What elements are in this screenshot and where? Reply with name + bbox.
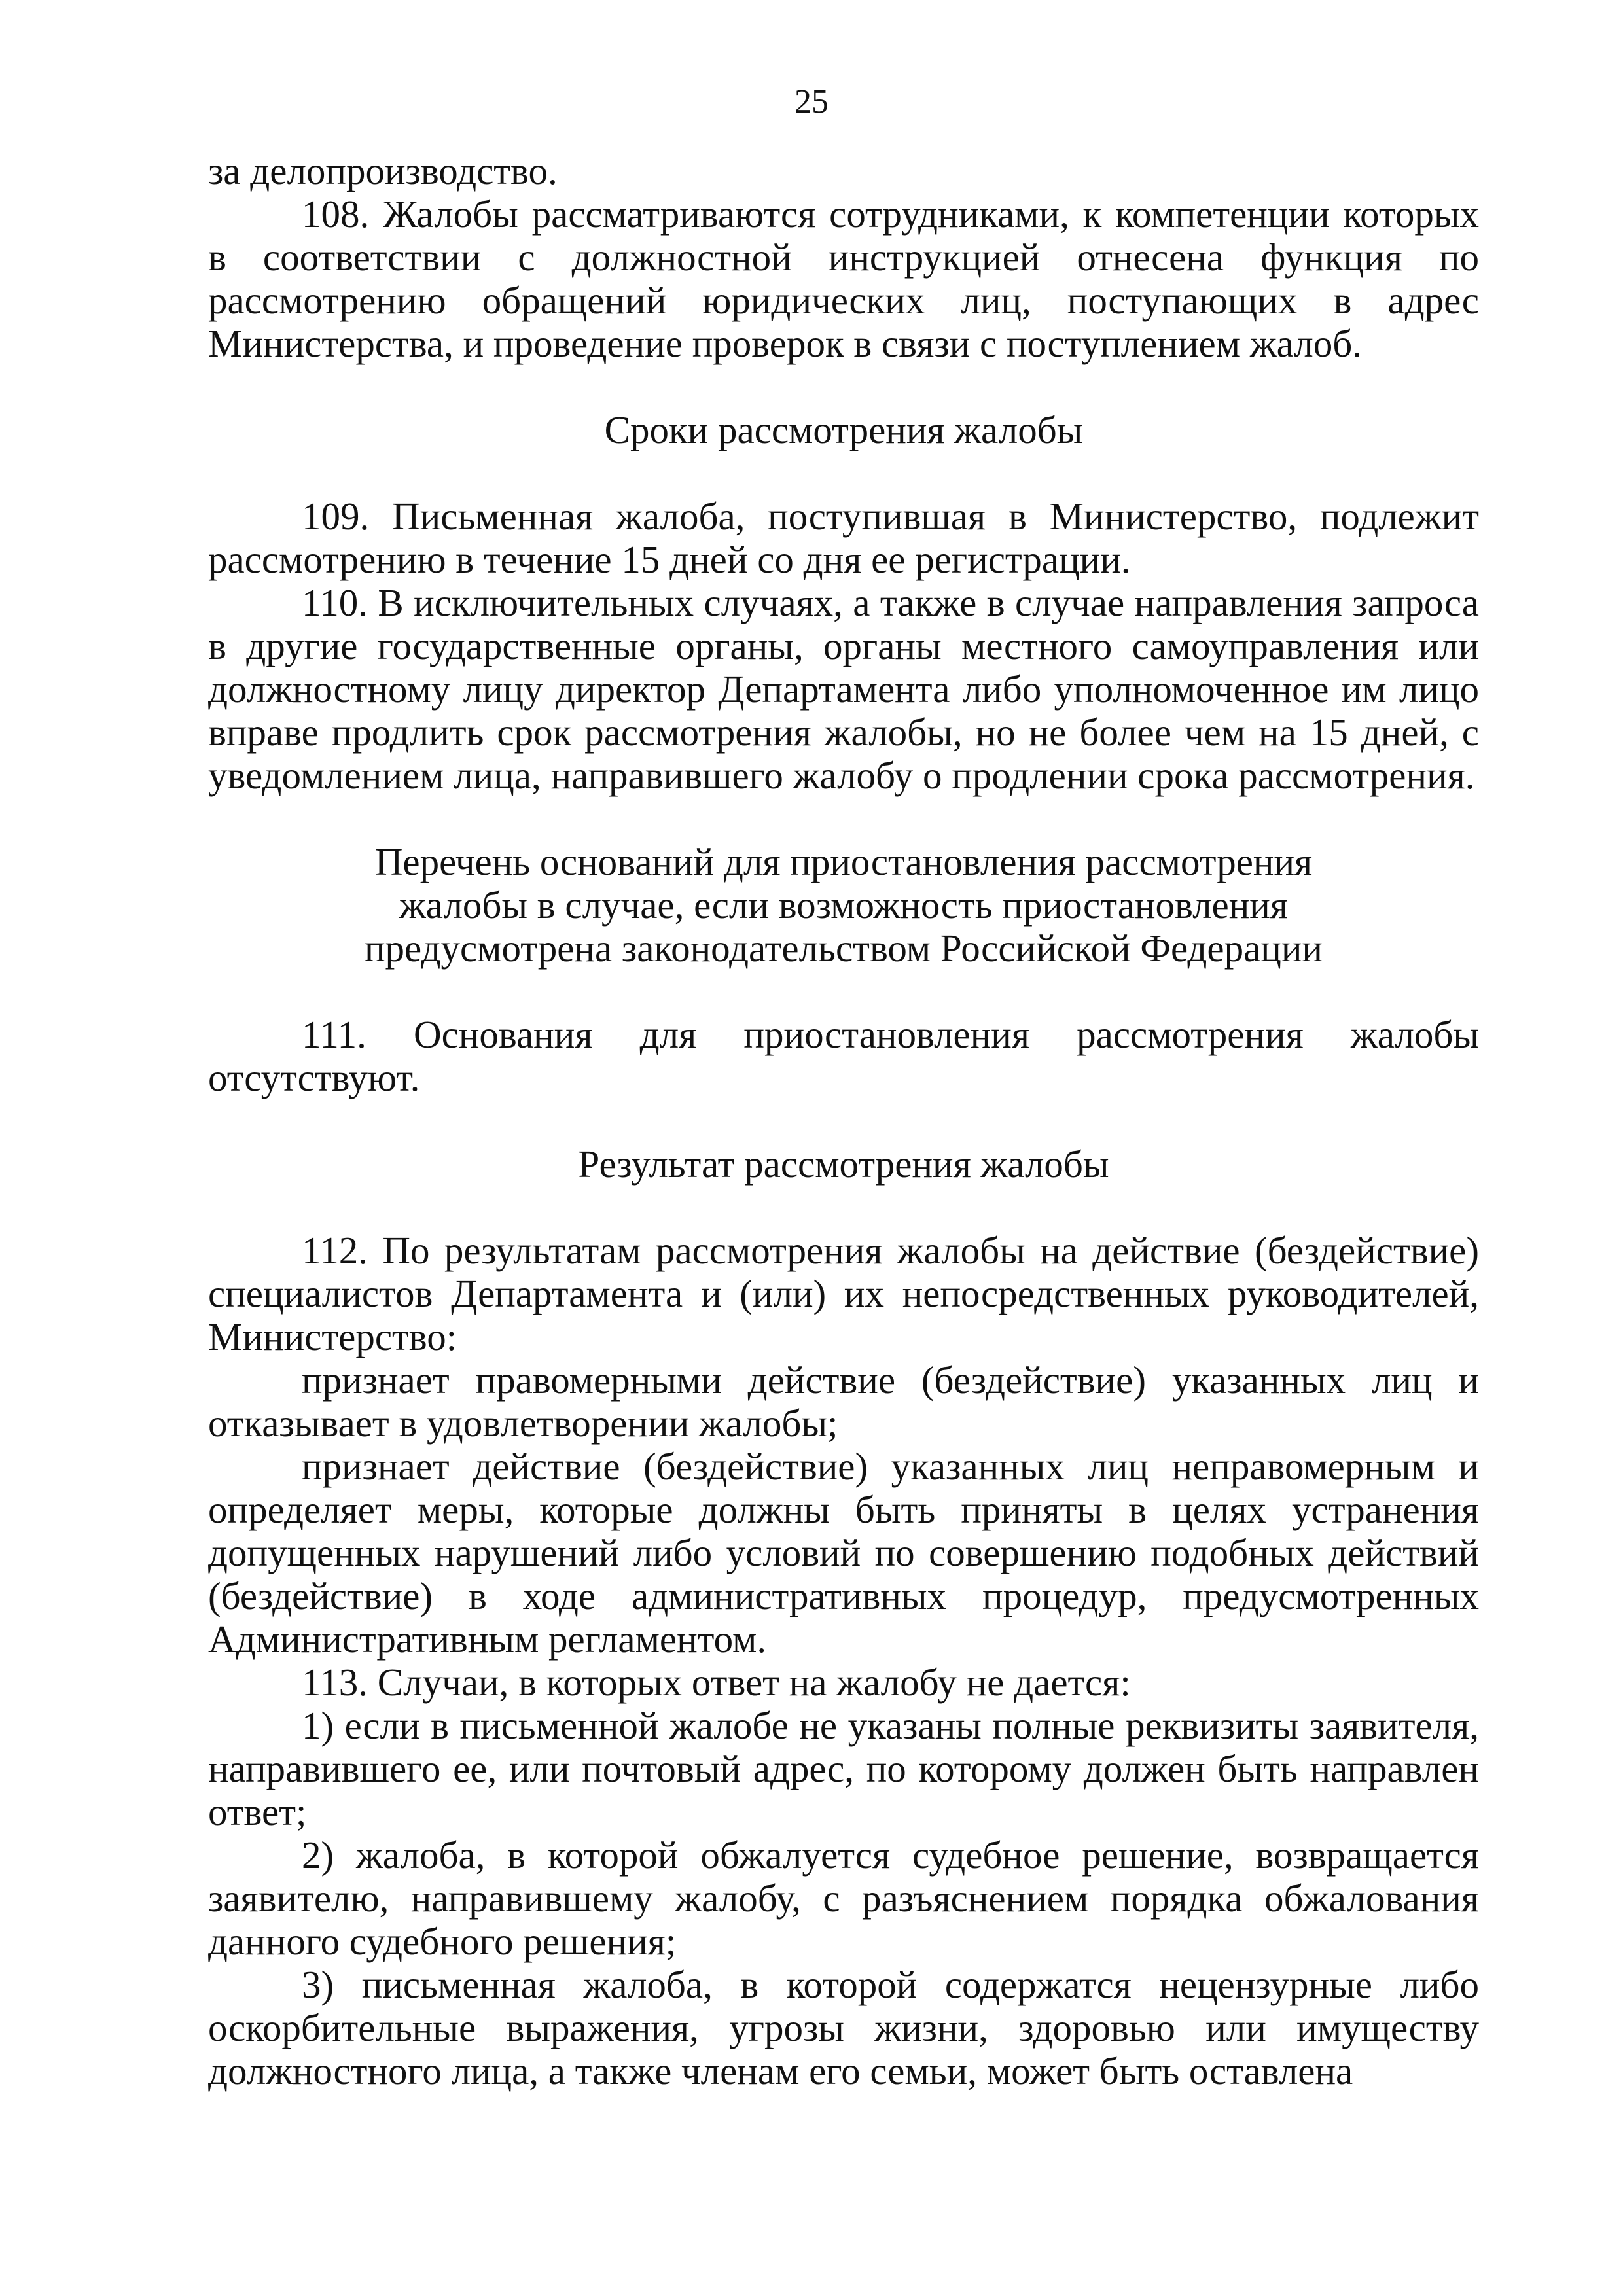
paragraph-110: 110. В исключительных случаях, а также в случае направления запроса в другие государственные органы, органы местного самоуправления или должностному лицу директор Департамента либо уполномоченное им лицо вправе продлить срок рассмотрения жалобы, но не более чем на 15 дней, с уведомлением лица, направившего жалобу о продлении срока рассмотрения. [208, 581, 1479, 797]
paragraph-113: 113. Случаи, в которых ответ на жалобу не дается: [302, 1661, 1131, 1704]
paragraph-112: 112. По результатам рассмотрения жалобы на действие (бездействие) специалистов Департамента и (или) их непосредственных руководителей, Министерство: [208, 1229, 1479, 1358]
paragraph-112-item-lawful: признает правомерными действие (бездействие) указанных лиц и отказывает в удовлетворении жалобы; [208, 1358, 1479, 1445]
page-number: 25 [794, 83, 829, 120]
section-heading-deadlines: Сроки рассмотрения жалобы [604, 408, 1083, 451]
paragraph-109: 109. Письменная жалоба, поступившая в Министерство, подлежит рассмотрению в течение 15 дней со дня ее регистрации. [208, 495, 1479, 581]
paragraph-113-item-1: 1) если в письменной жалобе не указаны полные реквизиты заявителя, направившего ее, или почтовый адрес, по которому должен быть направлен ответ; [208, 1704, 1479, 1833]
document-body [208, 149, 1479, 2093]
section-heading-result: Результат рассмотрения жалобы [578, 1142, 1109, 1186]
paragraph-113-item-3: 3) письменная жалоба, в которой содержатся нецензурные либо оскорбительные выражения, угрозы жизни, здоровью или имуществу должностного лица, а также членам его семьи, может быть оставлена [208, 1963, 1479, 2093]
paragraph-111: 111. Основания для приостановления рассмотрения жалобы отсутствуют. [208, 1013, 1479, 1099]
section-heading-suspension [208, 840, 1479, 970]
heading-line: Перечень оснований для приостановления рассмотрения [374, 840, 1313, 883]
paragraph-108: 108. Жалобы рассматриваются сотрудниками, к компетенции которых в соответствии с должностной инструкцией отнесена функция по рассмотрению обращений юридических лиц, поступающих в адрес Министерства, и проведение проверок в связи с поступлением жалоб. [208, 192, 1479, 365]
paragraph-113-item-2: 2) жалоба, в которой обжалуется судебное решение, возвращается заявителю, направившему жалобу, с разъяснением порядка обжалования данного судебного решения; [208, 1833, 1479, 1963]
heading-line: жалобы в случае, если возможность приостановления [399, 883, 1288, 927]
paragraph-112-item-unlawful: признает действие (бездействие) указанных лиц неправомерным и определяет меры, которые должны быть приняты в целях устранения допущенных нарушений либо условий по совершению подобных действий (бездействие) в ходе административных процедур, предусмотренных Административным регламентом. [208, 1445, 1479, 1661]
paragraph-continuation: за делопроизводство. [208, 149, 558, 192]
heading-line: предусмотрена законодательством Российской Федерации [364, 927, 1323, 970]
